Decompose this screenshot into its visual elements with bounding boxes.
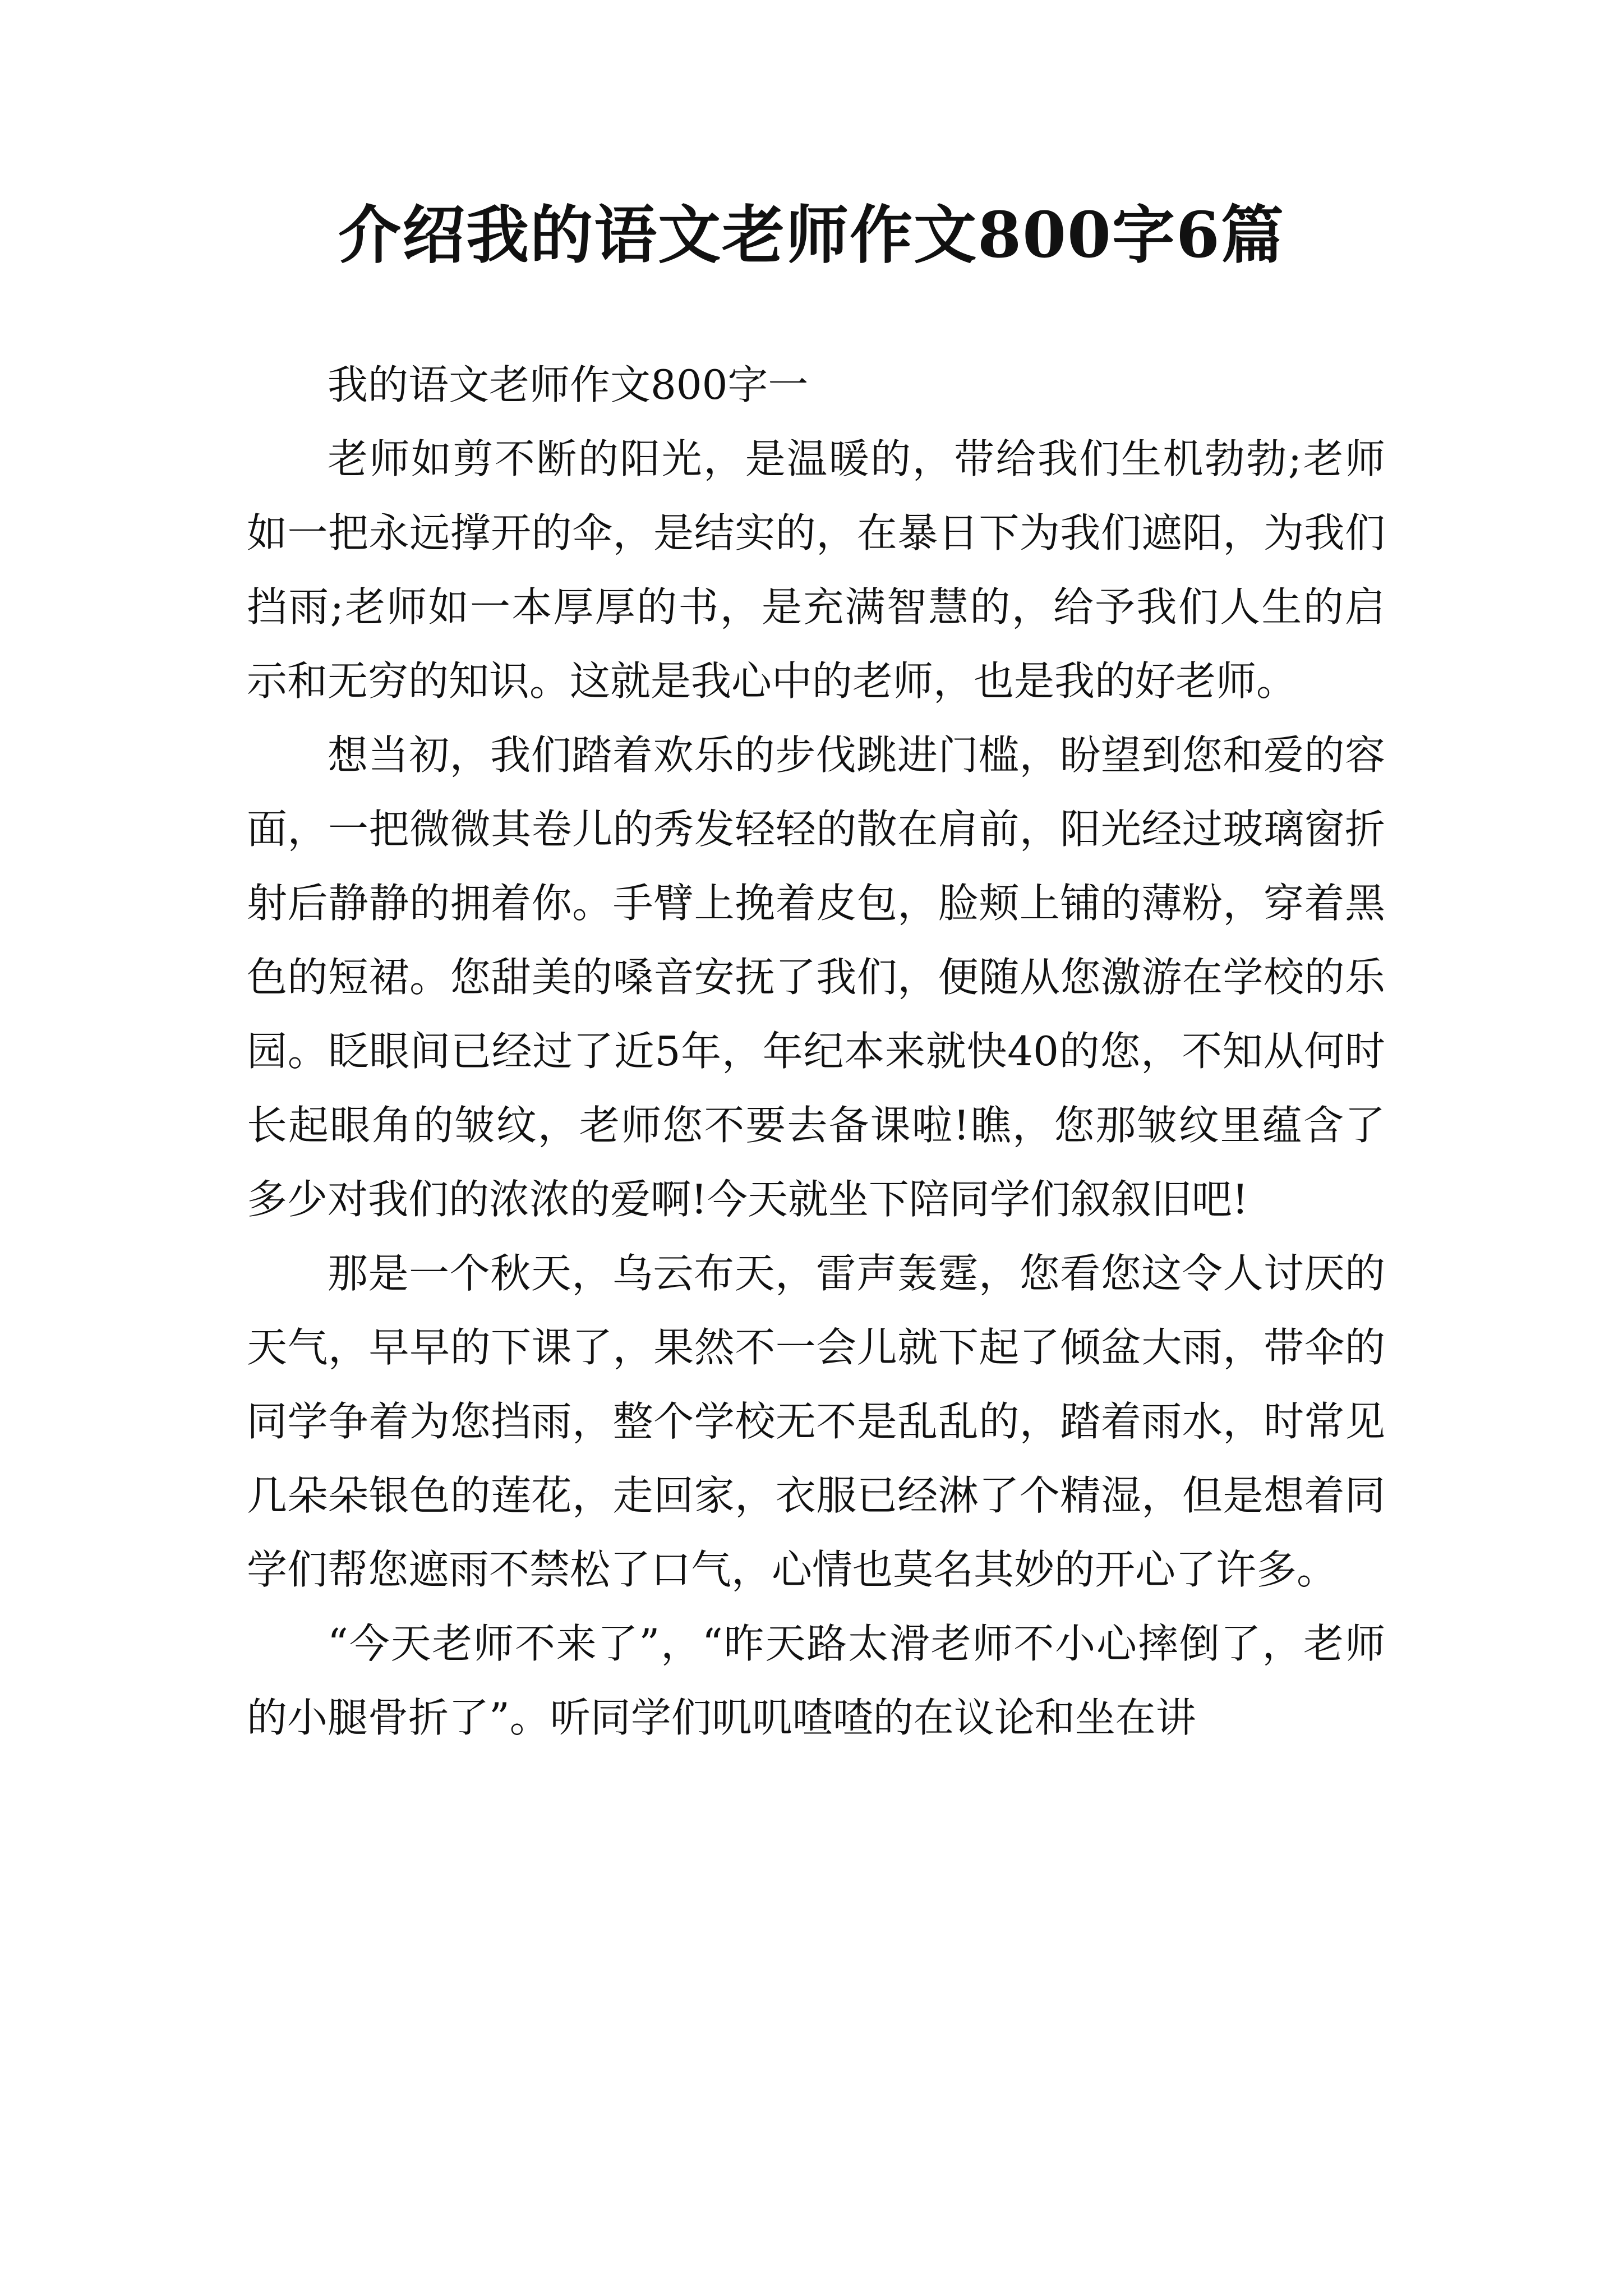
paragraph: 老师如剪不断的阳光，是温暖的，带给我们生机勃勃;老师如一把永远撑开的伞，是结实的，在暴日下为我们遮阳，为我们挡雨;老师如一本厚厚的书，是充满智慧的，给予我们人生的启示和无穷的知识。这就是我心中的老师，也是我的好老师。 (247, 435, 1385, 705)
paragraph: “今天老师不来了”，“昨天路太滑老师不小心摔倒了，老师的小腿骨折了”。听同学们叽叽喳喳的在议论和坐在讲 (247, 1620, 1385, 1741)
section-heading: 我的语文老师作文800字一 (328, 361, 809, 408)
document-body (247, 348, 1385, 1755)
paragraph: 想当初，我们踏着欢乐的步伐跳进门槛，盼望到您和爱的容面，一把微微其卷儿的秀发轻轻的散在肩前，阳光经过玻璃窗折射后静静的拥着你。手臂上挽着皮包，脸颊上铺的薄粉，穿着黑色的短裙。您甜美的嗓音安抚了我们，便随从您激游在学校的乐园。眨眼间已经过了近5年，年纪本来就快40的您，不知从何时长起眼角的皱纹，老师您不要去备课啦!瞧，您那皱纹里蕴含了多少对我们的浓浓的爱啊!今天就坐下陪同学们叙叙旧吧! (247, 731, 1385, 1223)
paragraph: 那是一个秋天，乌云布天，雷声轰霆，您看您这令人讨厌的天气，早早的下课了，果然不一会儿就下起了倾盆大雨，带伞的同学争着为您挡雨，整个学校无不是乱乱的，踏着雨水，时常见几朵朵银色的莲花，走回家，衣服已经淋了个精湿，但是想着同学们帮您遮雨不禁松了口气，心情也莫名其妙的开心了许多。 (247, 1250, 1385, 1593)
document-title: 介绍我的语文老师作文800字6篇 (338, 199, 1285, 272)
